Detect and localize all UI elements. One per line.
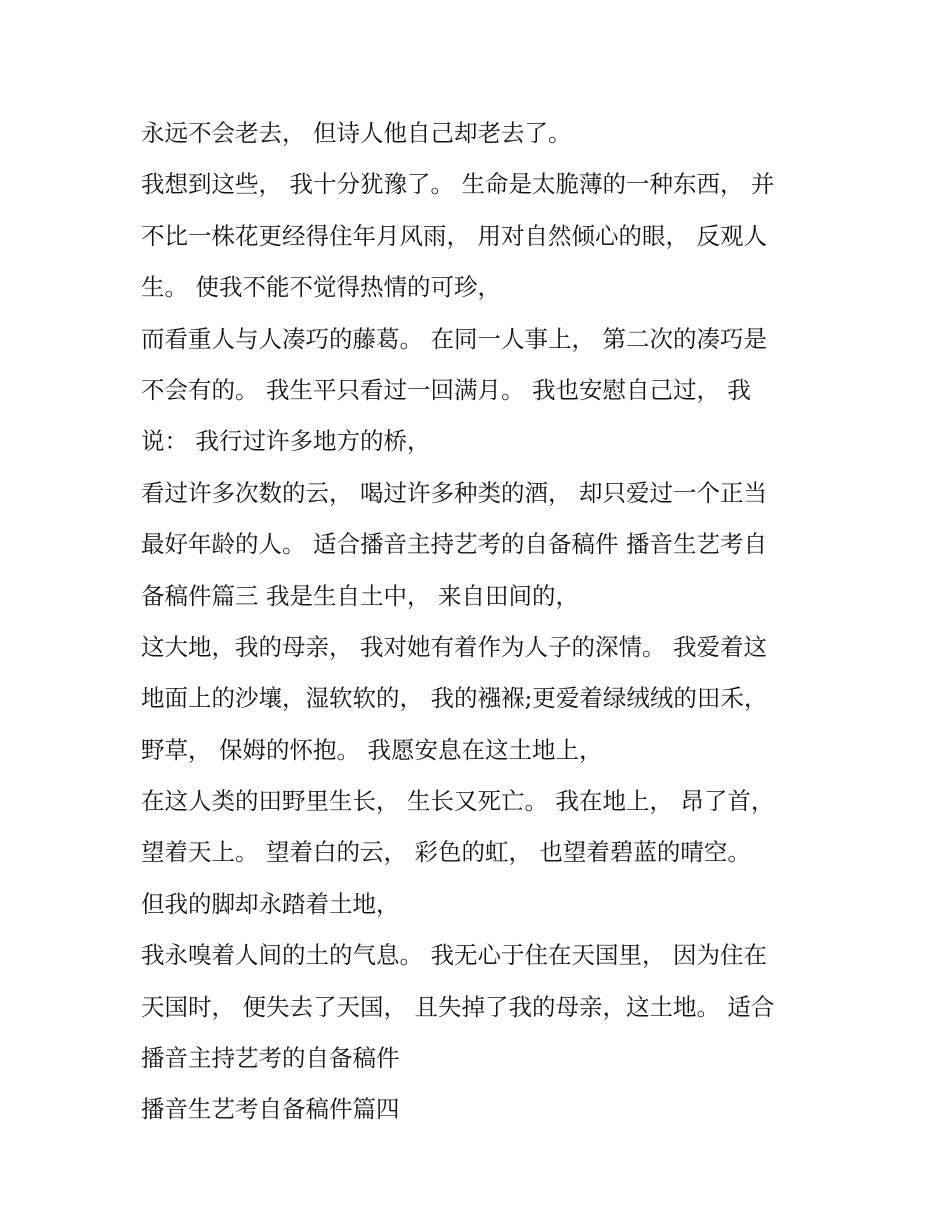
text-line: 看过许多次数的云， 喝过许多种类的酒， 却只爱过一个正当	[141, 478, 767, 507]
text-line: 我想到这些， 我十分犹豫了。 生命是太脆薄的一种东西， 并	[141, 170, 775, 199]
document-body	[141, 108, 821, 1136]
text-line: 播音主持艺考的自备稿件	[141, 1044, 400, 1073]
text-line: 不会有的。 我生平只看过一回满月。 我也安慰自己过， 我	[141, 375, 751, 404]
text-line: 但我的脚却永踏着土地，	[141, 889, 400, 918]
text-line: 地面上的沙壤，湿软软的， 我的襁褓;更爱着绿绒绒的田禾，	[141, 684, 768, 713]
text-line: 在这人类的田野里生长， 生长又死亡。 我在地上， 昂了首，	[141, 787, 775, 816]
text-line: 说： 我行过许多地方的桥，	[141, 427, 431, 456]
text-line: 备稿件篇三 我是生自土中， 来自田间的，	[141, 581, 579, 610]
text-line: 永远不会老去， 但诗人他自己却老去了。	[141, 119, 572, 147]
text-line: 望着天上。 望着白的云， 彩色的虹， 也望着碧蓝的晴空。	[141, 838, 751, 867]
text-line: 而看重人与人凑巧的藤葛。 在同一人事上， 第二次的凑巧是	[141, 324, 767, 353]
text-line: 天国时， 便失去了天国， 且失掉了我的母亲，这土地。 适合	[141, 992, 775, 1021]
text-line: 最好年龄的人。 适合播音主持艺考的自备稿件 播音生艺考自	[141, 530, 767, 559]
text-line: 播音生艺考自备稿件篇四	[141, 1095, 400, 1124]
text-line: 野草， 保姆的怀抱。 我愿安息在这土地上，	[141, 735, 603, 764]
text-line: 我永嗅着人间的土的气息。 我无心于住在天国里， 因为住在	[141, 941, 767, 970]
text-line: 不比一株花更经得住年月风雨， 用对自然倾心的眼， 反观人	[141, 221, 767, 250]
text-line: 生。 使我不能不觉得热情的可珍，	[141, 273, 501, 302]
text-line: 这大地，我的母亲， 我对她有着作为人子的深情。 我爱着这	[141, 632, 767, 661]
